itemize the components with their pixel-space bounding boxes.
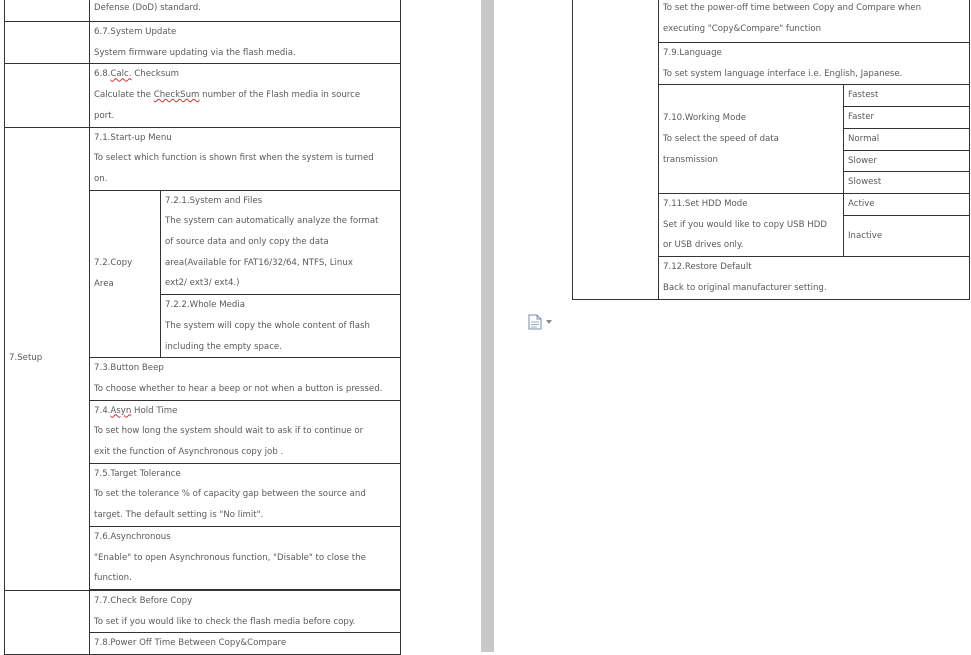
section-desc: To select the speed of data — [663, 133, 779, 144]
section-desc: To select which function is shown first when the system is turned — [94, 153, 374, 164]
table-cell — [90, 590, 401, 632]
section-title: 7.4.Asyn Hold Time — [94, 405, 178, 416]
table-cell — [659, 193, 844, 256]
section-title: 7.11.Set HDD Mode — [663, 198, 748, 209]
option-item: Fastest — [844, 85, 969, 106]
empty-cell — [5, 0, 90, 22]
empty-cell — [573, 0, 659, 299]
section-desc: target. The default setting is "No limit". — [94, 510, 264, 521]
section-desc: ext2/ ext3/ ext4.) — [165, 278, 240, 289]
section-desc: "Enable" to open Asynchronous function, "Disable" to close the — [94, 552, 366, 563]
section-title: 7.2.2.Whole Media — [165, 300, 246, 311]
section-desc: To set the power-off time between Copy and Compare when — [663, 3, 922, 13]
section-desc: area(Available for FAT16/32/64, NTFS, Linux — [165, 257, 353, 268]
table-cell — [90, 633, 401, 655]
section-title: 7.5.Target Tolerance — [94, 468, 181, 479]
option-item: Slower — [844, 150, 969, 172]
options-cell — [844, 85, 970, 194]
table-cell — [161, 190, 401, 295]
section-desc: Calculate the CheckSum number of the Flash media in source — [94, 90, 361, 101]
section-desc: The system will copy the whole content of flash — [165, 320, 370, 331]
table-cell — [90, 64, 401, 127]
dropdown-arrow-icon[interactable] — [546, 320, 552, 324]
section-desc: To set how long the system should wait to ask if to continue or — [94, 426, 364, 437]
option-item: Faster — [844, 107, 969, 129]
section-desc: To set system language interface i.e. English, Japanese. — [663, 68, 903, 79]
section-desc: on. — [94, 173, 108, 184]
left-page — [0, 0, 481, 652]
copy-area-cell — [90, 190, 161, 358]
section-title: 6.8.Calc. Checksum — [94, 69, 179, 80]
options-cell — [844, 193, 970, 256]
section-title: 7.7.Check Before Copy — [94, 595, 193, 606]
table-cell — [659, 257, 970, 299]
document-icon[interactable] — [528, 314, 542, 330]
table-cell — [659, 85, 844, 194]
table-cell — [659, 43, 970, 85]
section-title: 7.10.Working Mode — [663, 113, 747, 124]
table-cell — [90, 400, 401, 463]
section-desc: executing "Copy&Compare" function — [663, 23, 822, 34]
section-title: 7.12.Restore Default — [663, 262, 752, 273]
section-desc: To set the tolerance % of capacity gap between the source and — [94, 489, 366, 500]
option-item: Slowest — [844, 172, 969, 193]
section-title: 7.3.Button Beep — [94, 363, 164, 374]
copy-area-label: Area — [94, 278, 114, 289]
section-desc: Back to original manufacturer setting. — [663, 282, 827, 293]
section-desc: System firmware updating via the flash media. — [94, 47, 296, 58]
empty-cell — [5, 64, 90, 127]
section-desc: or USB drives only. — [663, 240, 744, 251]
section-desc: The system can automatically analyze the format — [165, 216, 379, 227]
section-desc: of source data and only copy the data — [165, 237, 329, 248]
empty-cell — [5, 590, 90, 654]
table-cell — [90, 127, 401, 190]
section-title: 7.9.Language — [663, 48, 722, 58]
table-cell — [90, 0, 401, 22]
page-gutter — [481, 0, 494, 652]
section-desc: Set if you would like to copy USB HDD — [663, 219, 827, 230]
hdd-mode-options — [844, 194, 969, 256]
dod-text: Defense (DoD) standard. — [94, 3, 201, 13]
section-title: 7.6.Asynchronous — [94, 531, 171, 542]
section-desc: including the empty space. — [165, 341, 282, 352]
table-cell — [90, 463, 401, 526]
section-title: 7.2.1.System and Files — [165, 195, 263, 206]
table-cell — [90, 358, 401, 400]
table-cell — [90, 22, 401, 64]
section-title: 6.7.System Update — [94, 27, 177, 37]
copy-area-label: 7.2.Copy — [94, 258, 133, 269]
working-mode-options — [844, 85, 969, 193]
setup-label-cell — [5, 127, 90, 590]
option-item: Active — [844, 194, 969, 215]
section-desc: transmission — [663, 154, 718, 165]
section-desc: function. — [94, 573, 132, 584]
table-cell — [161, 295, 401, 358]
option-item: Normal — [844, 128, 969, 150]
settings-table-right — [572, 0, 970, 300]
section-desc: port. — [94, 110, 115, 121]
setup-label: 7.Setup — [9, 353, 43, 364]
option-item: Inactive — [844, 215, 969, 256]
section-title: 7.8.Power Off Time Between Copy&Compare — [94, 638, 287, 649]
settings-table-left — [4, 0, 401, 655]
empty-cell — [5, 22, 90, 64]
section-desc: exit the function of Asynchronous copy job . — [94, 447, 284, 458]
section-title: 7.1.Start-up Menu — [94, 132, 172, 143]
table-cell — [90, 526, 401, 589]
table-cell — [659, 0, 970, 43]
section-desc: To set if you would like to check the flash media before copy. — [94, 616, 356, 627]
section-desc: To choose whether to hear a beep or not when a button is pressed. — [94, 383, 383, 394]
